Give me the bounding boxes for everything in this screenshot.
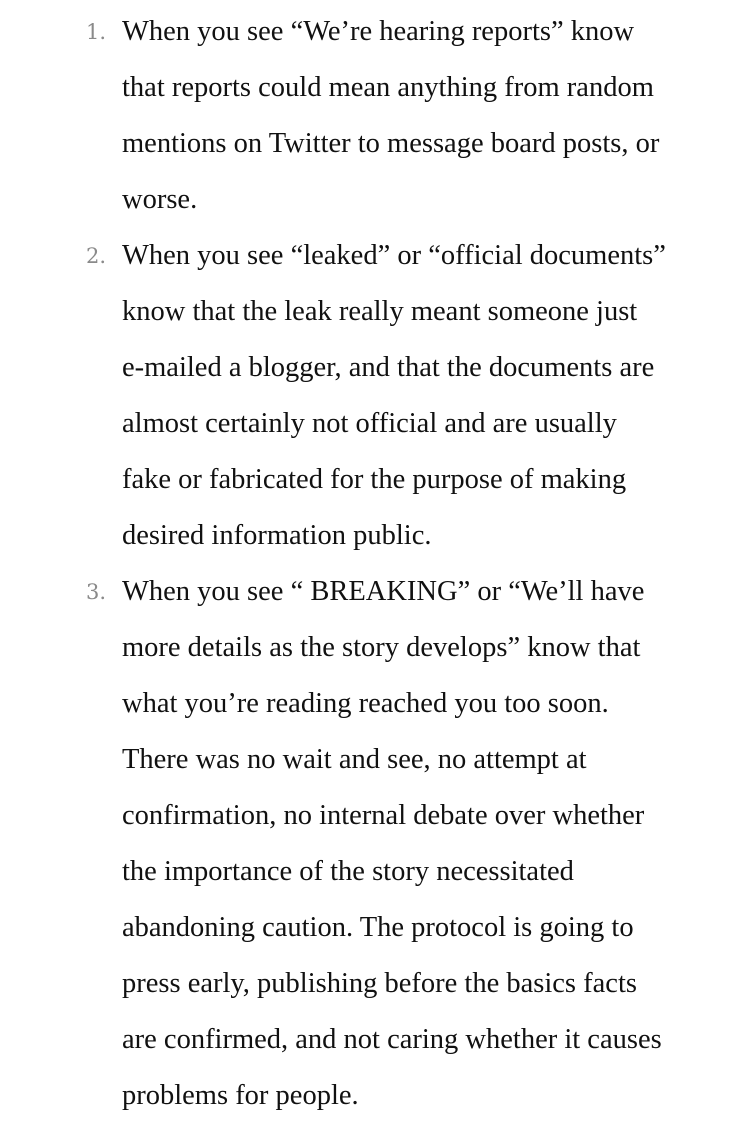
list-number: 3.	[86, 580, 107, 604]
list-item-line: When you see “leaked” or “official documents”	[122, 240, 666, 271]
list-item-line: more details as the story develops” know that	[122, 632, 641, 663]
list-item-line: When you see “ BREAKING” or “We’ll have	[122, 576, 645, 607]
list-item-line: abandoning caution. The protocol is going to	[122, 912, 634, 943]
list-item-line: almost certainly not official and are usually	[122, 408, 617, 439]
list-item-line: the importance of the story necessitated	[122, 856, 574, 887]
list-item-line: mentions on Twitter to message board posts, or	[122, 128, 660, 159]
list-item-line: worse.	[122, 184, 198, 215]
list-item-line: press early, publishing before the basics facts	[122, 968, 637, 999]
list-item-line: problems for people.	[122, 1080, 359, 1111]
list-number: 2.	[86, 244, 107, 268]
list-item-line: fake or fabricated for the purpose of making	[122, 464, 627, 495]
list-item-line: are confirmed, and not caring whether it causes	[122, 1024, 662, 1055]
list-number: 1.	[86, 20, 107, 44]
list-item-line: confirmation, no internal debate over whether	[122, 800, 645, 831]
list-item-line: desired information public.	[122, 520, 432, 551]
list-item-line: e-mailed a blogger, and that the documents are	[122, 352, 655, 383]
list-item-line: There was no wait and see, no attempt at	[122, 744, 587, 775]
list-item-line: When you see “We’re hearing reports” know	[122, 16, 635, 47]
list-item-line: know that the leak really meant someone just	[122, 296, 638, 327]
list-item-line: what you’re reading reached you too soon.	[122, 688, 609, 719]
list-item-line: that reports could mean anything from random	[122, 72, 654, 103]
